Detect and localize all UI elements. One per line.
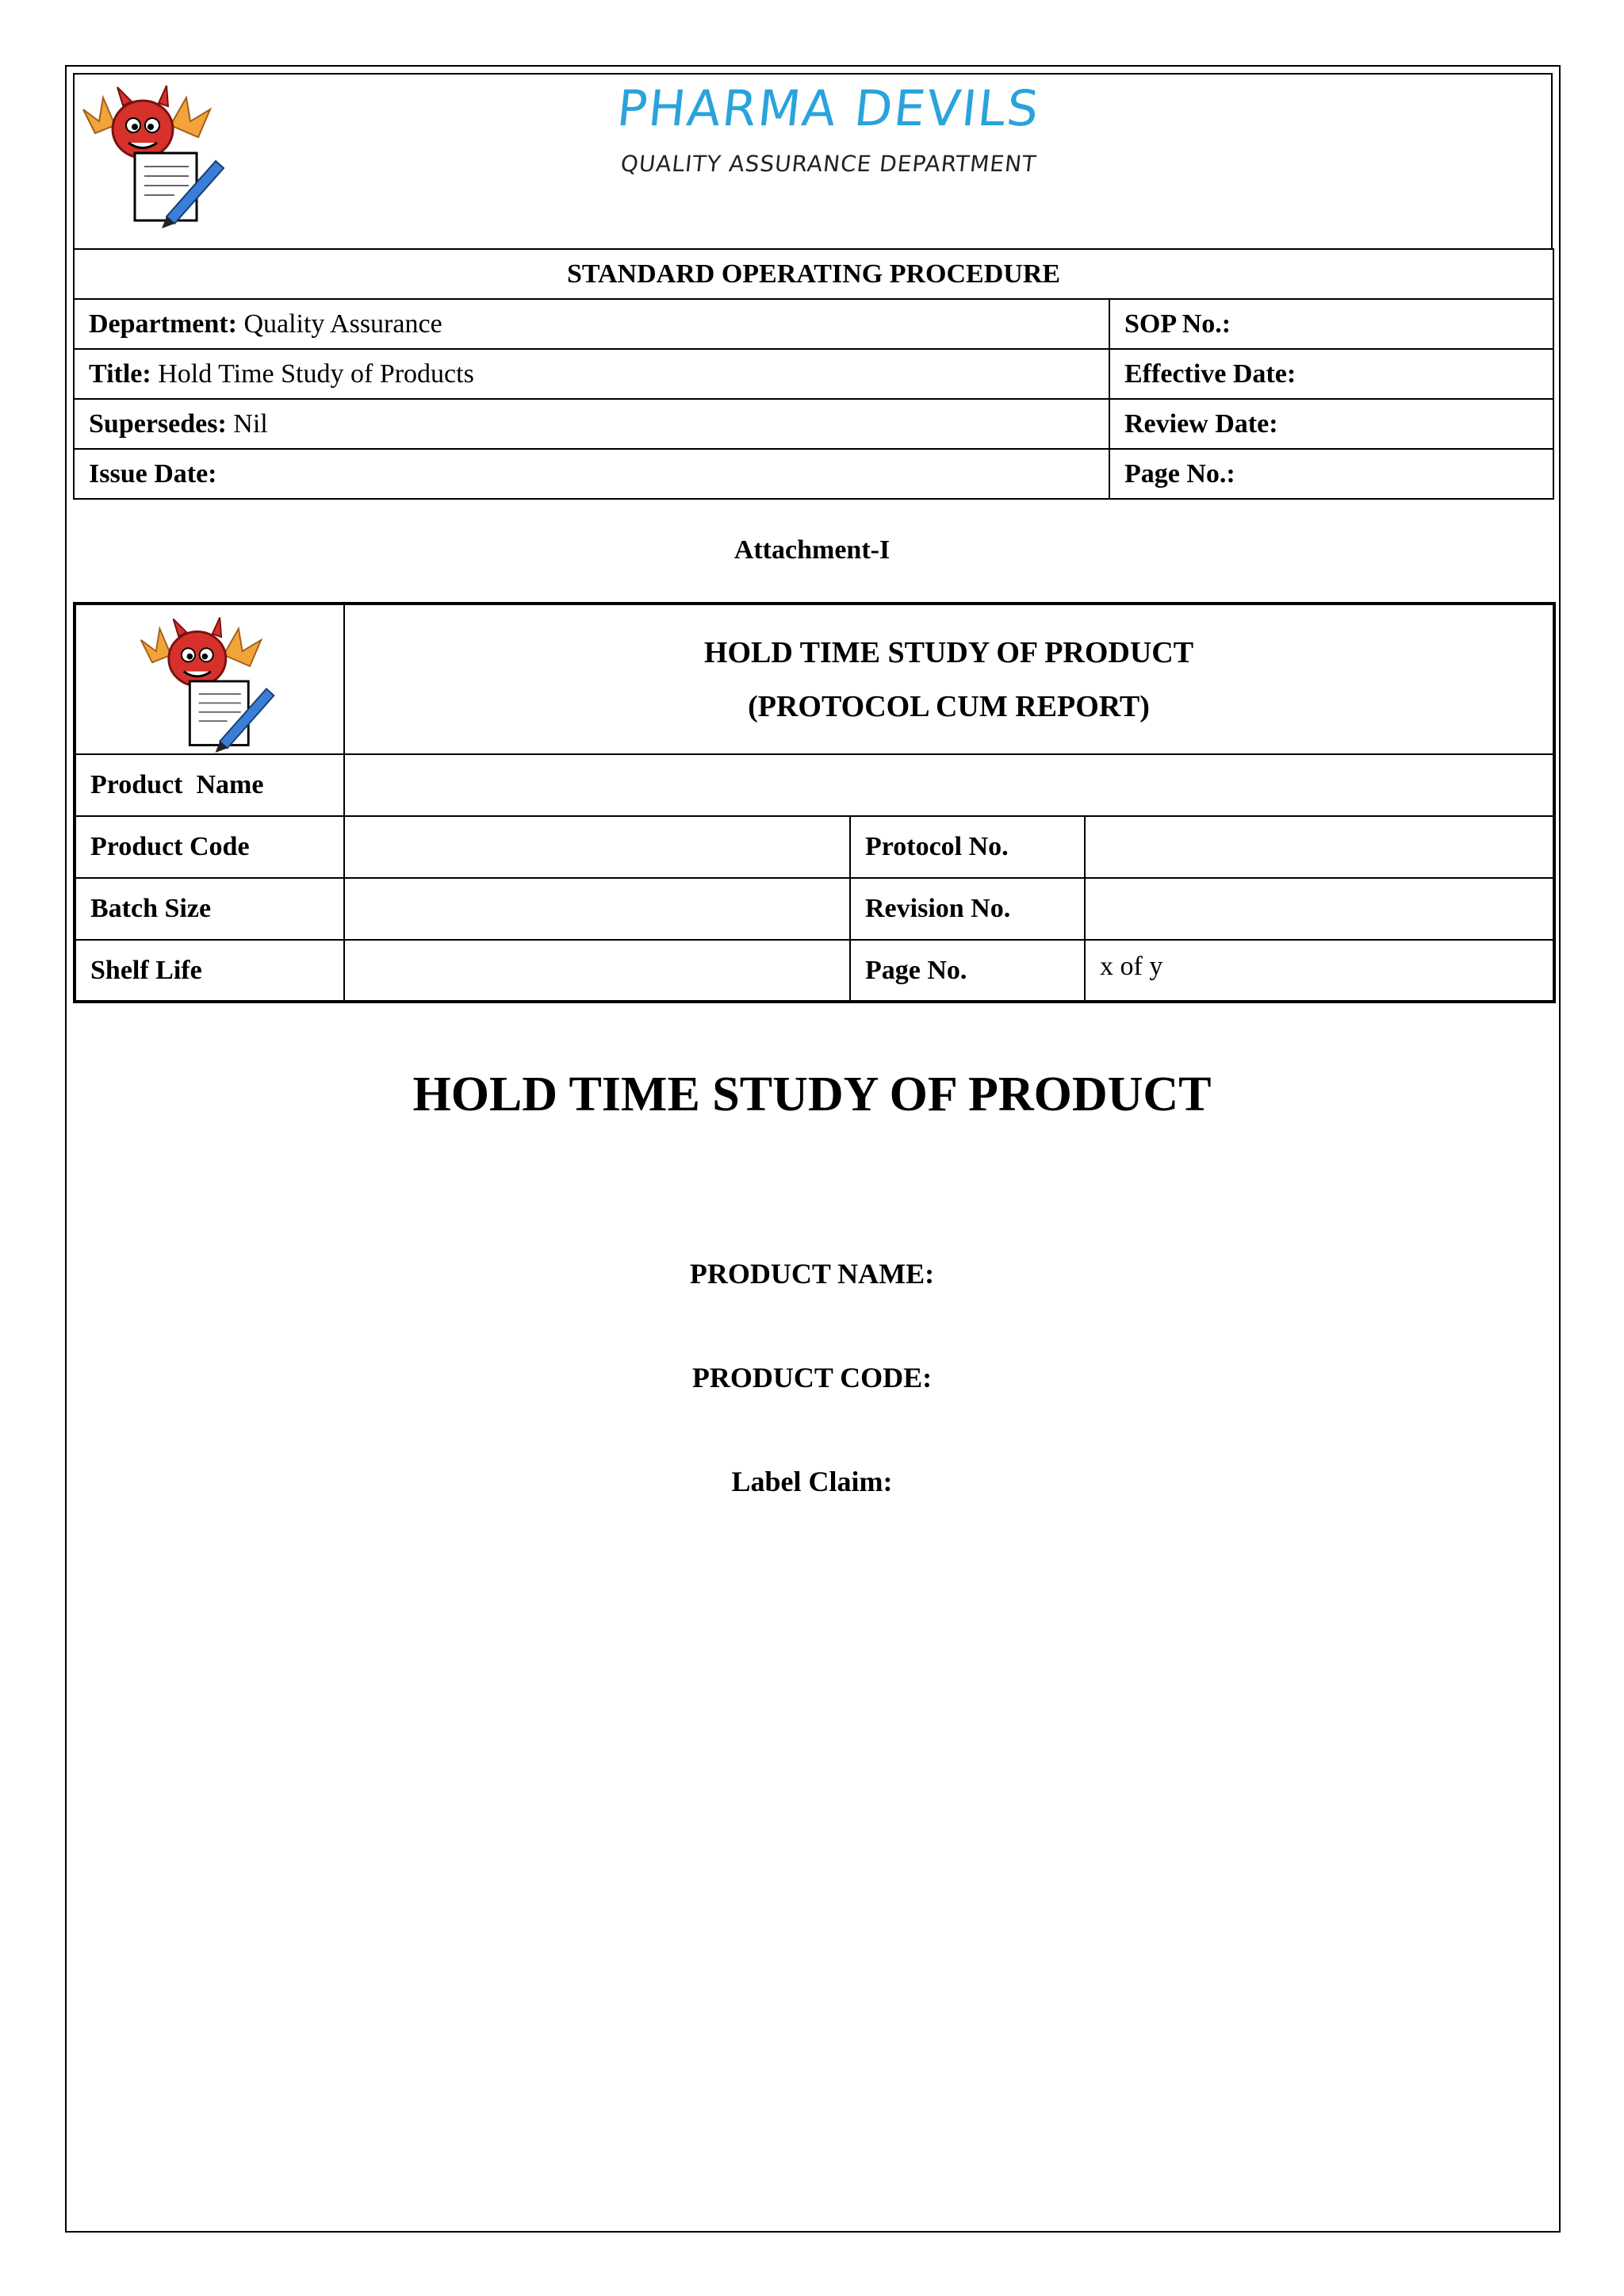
brand-title: PHARMA DEVILS [614, 79, 1044, 137]
page-number-value: x of y [1085, 940, 1554, 1002]
protocol-row-value [344, 878, 850, 940]
sop-row [74, 349, 1553, 399]
protocol-row [75, 754, 1554, 816]
protocol-row-value [1085, 878, 1554, 940]
department-subtitle: QUALITY ASSURANCE DEPARTMENT [619, 151, 1038, 177]
product-name-label: Product Name [75, 754, 344, 816]
sop-row [74, 449, 1553, 499]
sop-label: Effective Date: [1124, 358, 1297, 389]
protocol-row-label: Protocol No. [850, 816, 1085, 878]
sop-info-table [73, 248, 1554, 500]
protocol-row-label: Revision No. [850, 878, 1085, 940]
sop-value: Hold Time Study of Products [151, 358, 474, 389]
protocol-row-label: Page No. [850, 940, 1085, 1002]
sop-label: SOP No.: [1124, 309, 1231, 339]
sop-left-cell [74, 449, 1109, 499]
sop-right-cell [1109, 399, 1553, 449]
sop-row [74, 399, 1553, 449]
protocol-title: HOLD TIME STUDY OF PRODUCT [703, 635, 1194, 669]
protocol-table [73, 602, 1556, 1003]
attachment-label: Attachment-I [733, 535, 891, 565]
devil-mascot-icon [133, 610, 284, 760]
sop-label: Supersedes: [89, 408, 227, 439]
sop-label: Issue Date: [89, 458, 217, 489]
protocol-row-label: Shelf Life [75, 940, 344, 1002]
sop-value: Nil [226, 408, 268, 439]
sop-value: Quality Assurance [236, 309, 442, 339]
protocol-row-value [344, 816, 850, 878]
protocol-heading [344, 604, 1554, 754]
protocol-row-label: Batch Size [75, 878, 344, 940]
sop-left-cell [74, 299, 1109, 349]
sop-right-cell [1109, 299, 1553, 349]
protocol-logo-cell [75, 604, 344, 754]
product-name-value [344, 754, 1554, 816]
product-code-field: PRODUCT CODE: [691, 1362, 933, 1393]
sop-right-cell [1109, 349, 1553, 399]
sop-row [74, 299, 1553, 349]
protocol-row [75, 940, 1554, 1002]
protocol-row-value [1085, 816, 1554, 878]
sop-right-cell [1109, 449, 1553, 499]
sop-label: Page No.: [1124, 458, 1235, 489]
protocol-row-label: Product Code [75, 816, 344, 878]
product-name-field: PRODUCT NAME: [689, 1258, 935, 1290]
sop-left-cell [74, 349, 1109, 399]
label-claim-field: Label Claim: [731, 1466, 893, 1497]
protocol-row-value [344, 940, 850, 1002]
sop-heading: STANDARD OPERATING PROCEDURE [74, 249, 1553, 299]
sop-label: Title: [89, 358, 151, 389]
protocol-subtitle: (PROTOCOL CUM REPORT) [748, 689, 1150, 723]
sop-label: Review Date: [1124, 408, 1278, 439]
devil-mascot-icon [79, 78, 230, 232]
main-title: HOLD TIME STUDY OF PRODUCT [412, 1068, 1212, 1121]
protocol-row [75, 878, 1554, 940]
protocol-row [75, 816, 1554, 878]
sop-left-cell [74, 399, 1109, 449]
sop-label: Department: [89, 309, 237, 339]
